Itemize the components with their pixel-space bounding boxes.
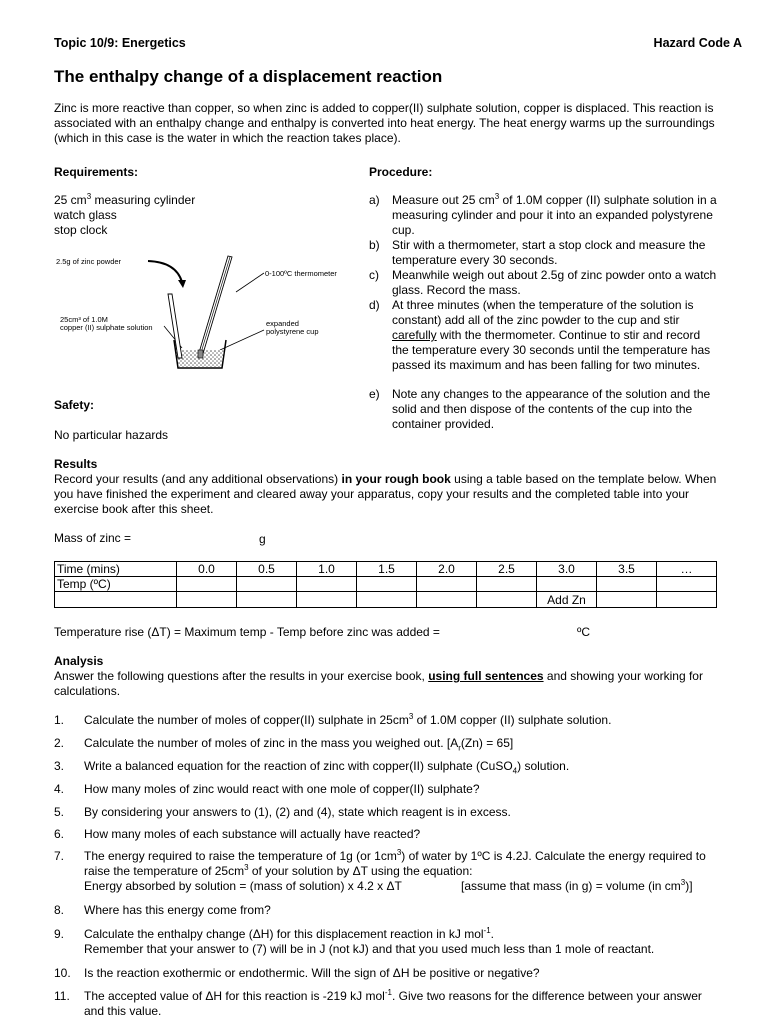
label-cup: expanded (266, 319, 299, 328)
thermometer-pointer (236, 273, 264, 292)
question-3: 3. Write a balanced equation for the reaction of zinc with copper(II) sulphate (CuSO$_4$) solution. (54, 759, 570, 776)
requirement-item: watch glass (54, 208, 117, 222)
label-thermometer: 0-100ºC thermometer (265, 269, 337, 278)
table-cell: 1.5 (357, 562, 417, 577)
table-cell (297, 577, 357, 592)
question-10: 10. Is the reaction exothermic or endothermic. Will the sign of ΔH be positive or negative? (54, 966, 540, 980)
table-cell: 3.0 (537, 562, 597, 577)
procedure-step-c: c) Meanwhile weigh out about 2.5g of zinc powder onto a watch glass. Record the mass. (369, 268, 717, 297)
label-solution: copper (II) sulphate solution (60, 323, 153, 332)
table-cell (357, 577, 417, 592)
analysis-instructions: Answer the following questions after the results in your exercise book, using full sentences and showing your working for calculations. (54, 669, 703, 698)
mass-unit: g (259, 532, 266, 546)
topic-label: Topic 10/9: Energetics (54, 36, 186, 50)
question-7: 7. The energy required to raise the temperature of 1g (or $1cm^3$) of water by 1ºC is 4.2J. Calculate the energy required to raise the temperature of $25cm^3$ of your solution by ΔT using the equation: Energy absorbed by solution = (mass of solution) x 4.2 x ΔT [assume that mass (in g) = volume (in $cm^3$)] (54, 848, 706, 893)
table-cell (55, 592, 177, 608)
procedure-step-b: b) Stir with a thermometer, start a stop clock and measure the temperature every 30 seconds. (369, 238, 706, 267)
table-cell (657, 577, 717, 592)
table-row (55, 562, 717, 577)
table-cell: 3.5 (597, 562, 657, 577)
table-cell (237, 592, 297, 608)
table-cell (297, 592, 357, 608)
table-cell: 0.5 (237, 562, 297, 577)
requirement-item: 25 $cm^3$ measuring cylinder (54, 192, 196, 207)
table-cell (597, 577, 657, 592)
safety-heading: Safety: (54, 398, 95, 412)
table-cell: Add Zn (537, 592, 597, 608)
results-table (54, 561, 717, 608)
results-instructions: Record your results (and any additional observations) in your rough book using a table based on the template below. When you have finished the experiment and cleared away your apparatus, copy your results and the completed table into your exercise book after this sheet. (54, 472, 717, 516)
procedure-step-d: d) At three minutes (when the temperature of the solution is constant) add all of the zinc powder to the cup and stir carefully with the thermometer. Continue to stir and record the temperature every 30 seconds until the temperature has passed its maximum and has been falling for two minutes. (369, 298, 711, 372)
label-solution: 25cm³ of 1.0M (60, 315, 108, 324)
hazard-code: Hazard Code A (653, 36, 742, 50)
requirements-heading: Requirements: (54, 165, 139, 179)
table-row (55, 577, 717, 592)
label-zinc-powder: 2.5g of zinc powder (56, 257, 122, 266)
table-cell: 1.0 (297, 562, 357, 577)
procedure-step-e: e) Note any changes to the appearance of the solution and the solid and then dispose of the contents of the cup into the container provided. (369, 387, 711, 431)
table-cell (417, 592, 477, 608)
table-cell (177, 592, 237, 608)
procedure-heading: Procedure: (369, 165, 433, 179)
cup-pointer (220, 330, 264, 350)
question-5: 5. By considering your answers to (1), (2) and (4), state which reagent is in excess. (54, 805, 511, 819)
zinc-arrow (148, 261, 182, 282)
table-cell: 2.5 (477, 562, 537, 577)
question-2: 2. Calculate the number of moles of zinc in the mass you weighed out. $[A_r(Zn) = 65]$ (54, 736, 514, 753)
table-cell: 2.0 (417, 562, 477, 577)
table-cell (477, 577, 537, 592)
table-cell (597, 592, 657, 608)
procedure-step-a: a) Measure out 25 $cm^3$ of 1.0M copper (II) sulphate solution in a measuring cylinder and pour it into an expanded polystyrene cup. (369, 192, 717, 237)
thermometer-bulb (198, 350, 203, 358)
table-cell (657, 592, 717, 608)
intro-paragraph: Zinc is more reactive than copper, so when zinc is added to copper(II) sulphate solution, copper is displaced. This reaction is associated with an enthalpy change and enthalpy is converted into heat energy. The heat energy warms up the surroundings (which in this case is the water in which the reaction takes place). (54, 101, 715, 145)
table-cell (177, 577, 237, 592)
apparatus-diagram (54, 246, 364, 378)
results-heading: Results (54, 457, 98, 471)
question-9: 9. Calculate the enthalpy change (ΔH) for this displacement reaction in kJ mol$^{-1}$. Remember that your answer to (7) will be in J (not kJ) and that you used much less than 1 mole of reactant. (54, 926, 655, 956)
analysis-heading: Analysis (54, 654, 104, 668)
table-cell (477, 592, 537, 608)
table-cell: Temp (ºC) (55, 577, 177, 592)
safety-text: No particular hazards (54, 428, 169, 442)
table-cell: Time (mins) (55, 562, 177, 577)
question-6: 6. How many moles of each substance will actually have reacted? (54, 827, 421, 841)
table-cell (537, 577, 597, 592)
table-cell (417, 577, 477, 592)
table-row (55, 592, 717, 608)
page-title: The enthalpy change of a displacement reaction (54, 67, 443, 86)
label-cup: polystyrene cup (266, 327, 319, 336)
table-cell (237, 577, 297, 592)
table-cell: … (657, 562, 717, 577)
question-11: 11. The accepted value of ΔH for this reaction is -219 kJ mol$^{-1}$. Give two reasons for the difference between your answer and this value. (54, 988, 702, 1018)
table-cell (357, 592, 417, 608)
question-4: 4. How many moles of zinc would react with one mole of copper(II) sulphate? (54, 782, 480, 796)
mass-of-zinc-label: Mass of zinc = (54, 531, 132, 545)
temperature-rise-unit: ºC (577, 625, 591, 639)
zinc-arrowhead-icon (178, 280, 186, 288)
requirement-item: stop clock (54, 223, 108, 237)
table-cell: 0.0 (177, 562, 237, 577)
question-1: 1. Calculate the number of moles of copper(II) sulphate in $25cm^3$ of 1.0M copper (II) sulphate solution. (54, 712, 612, 727)
question-8: 8. Where has this energy come from? (54, 903, 271, 917)
temperature-rise-text: Temperature rise (ΔT) = Maximum temp - Temp before zinc was added = (54, 625, 440, 639)
